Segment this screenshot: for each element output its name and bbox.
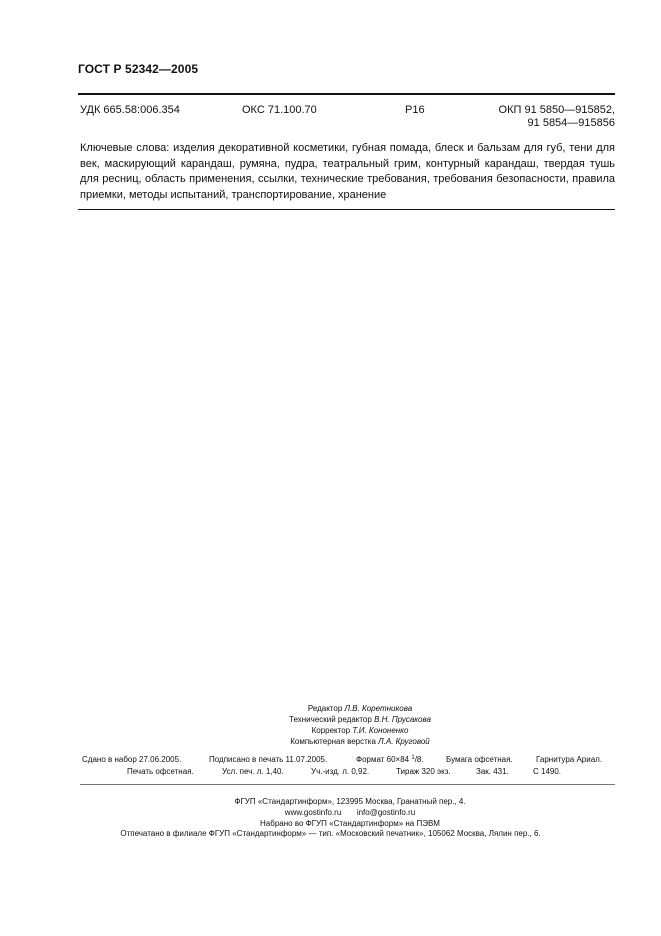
printed-note: Отпечатано в филиале ФГУП «Стандартинформ» — тип. «Московский печатник», 105062 Москва, Лялин пер., 6. xyxy=(120,829,541,838)
udk-code: УДК 665.58:006.354 xyxy=(80,104,180,116)
standard-number: ГОСТ Р 52342—2005 xyxy=(78,62,199,76)
website-link[interactable]: www.gostinfo.ru xyxy=(284,808,342,817)
keywords-divider xyxy=(78,209,615,210)
corrector-line: Корректор Т.И. Кононенко xyxy=(311,726,409,735)
print-sheets: Усл. печ. л. 1,40. xyxy=(222,767,284,776)
keywords-paragraph: Ключевые слова: изделия декоративной косметики, губная помада, блеск и бальзам для губ, тени для век, маскирующий карандаш, румяна, пудра, театральный грим, контурный карандаш, твердая тушь для ресниц, область применения, ссылки, технические требования, требования безопасности, правила приемки, методы испытаний, транспортирование, хранение xyxy=(80,142,615,201)
signed-to-print: Подписано в печать 11.07.2005. xyxy=(209,755,328,764)
print-info-divider xyxy=(80,784,615,785)
credits-block xyxy=(150,703,570,747)
format: Формат 60×84 $^1$/8. xyxy=(356,755,424,764)
group-code: Р16 xyxy=(405,104,425,116)
layout-line: Компьютерная верстка Л.А. Круговой xyxy=(290,737,430,746)
email-link[interactable]: info@gostinfo.ru xyxy=(356,808,416,817)
font-type: Гарнитура Ариал. xyxy=(536,755,603,764)
code-number: С 1490. xyxy=(533,767,562,776)
publisher-block xyxy=(100,796,600,829)
order-number: Зак. 431. xyxy=(476,767,509,776)
editor-line: Редактор Л.В. Коретникова xyxy=(307,704,413,713)
paper-type: Бумага офсетная. xyxy=(446,755,513,764)
okp-code-line1: ОКП 91 5850—915852, xyxy=(498,104,615,116)
sent-to-typeset: Сдано в набор 27.06.2005. xyxy=(82,755,182,764)
tech-editor-line: Технический редактор В.Н. Прусакова xyxy=(289,715,431,724)
typeset-note: Набрано во ФГУП «Стандартинформ» на ПЭВМ xyxy=(260,819,440,828)
edition-sheets: Уч.-изд. л. 0,92. xyxy=(311,767,370,776)
circulation: Тираж 320 экз. xyxy=(396,767,451,776)
printing-type: Печать офсетная. xyxy=(127,767,194,776)
okp-code-line2: 91 5854—915856 xyxy=(527,117,615,129)
oks-code: ОКС 71.100.70 xyxy=(242,104,317,116)
publisher-address: ФГУП «Стандартинформ», 123995 Москва, Гранатный пер., 4. xyxy=(234,797,466,806)
publisher-contacts xyxy=(100,807,600,818)
top-divider xyxy=(78,93,615,95)
